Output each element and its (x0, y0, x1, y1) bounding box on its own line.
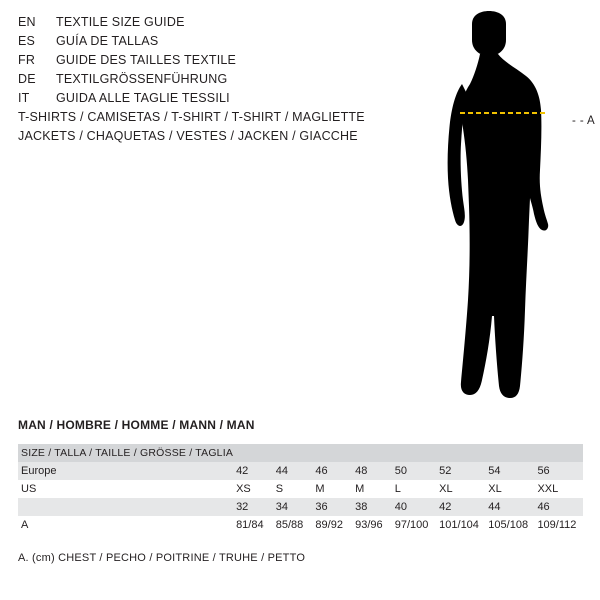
cell: 38 (352, 498, 392, 516)
garment-type-list (18, 110, 418, 148)
size-table-wrapper (18, 444, 583, 534)
cell (312, 444, 352, 462)
cell: XL (485, 480, 534, 498)
language-title: TEXTILE SIZE GUIDE (56, 15, 185, 29)
language-row (18, 15, 398, 34)
row-label: A (18, 516, 233, 534)
table-row (18, 480, 583, 498)
cell (352, 444, 392, 462)
cell (436, 444, 485, 462)
cell: 101/104 (436, 516, 485, 534)
cell: 44 (485, 498, 534, 516)
size-table (18, 444, 583, 534)
language-row (18, 34, 398, 53)
cell: 52 (436, 462, 485, 480)
language-list (18, 15, 398, 110)
cell: 42 (436, 498, 485, 516)
language-code: EN (18, 15, 36, 29)
cell: 34 (273, 498, 313, 516)
cell: 36 (312, 498, 352, 516)
row-label: SIZE / TALLA / TAILLE / GRÖSSE / TAGLIA (18, 444, 233, 462)
silhouette-svg (400, 10, 600, 410)
garment-type-jackets: JACKETS / CHAQUETAS / VESTES / JACKEN / GIACCHE (18, 129, 358, 143)
cell: 81/84 (233, 516, 273, 534)
cell: 40 (392, 498, 436, 516)
cell: 48 (352, 462, 392, 480)
language-code: ES (18, 34, 36, 48)
cell: 46 (534, 498, 583, 516)
cell: XS (233, 480, 273, 498)
cell (273, 444, 313, 462)
language-row (18, 53, 398, 72)
table-row (18, 516, 583, 534)
cell: 44 (273, 462, 313, 480)
cell: 42 (233, 462, 273, 480)
cell: 109/112 (534, 516, 583, 534)
language-row (18, 91, 398, 110)
language-row (18, 72, 398, 91)
cell: 50 (392, 462, 436, 480)
cell (534, 444, 583, 462)
body-silhouette-illustration (400, 10, 600, 410)
garment-type-tshirts: T-SHIRTS / CAMISETAS / T-SHIRT / T-SHIRT / MAGLIETTE (18, 110, 365, 124)
row-label: Europe (18, 462, 233, 480)
cell: 93/96 (352, 516, 392, 534)
cell: L (392, 480, 436, 498)
section-title-man: MAN / HOMBRE / HOMME / MANN / MAN (18, 418, 255, 432)
cell: M (352, 480, 392, 498)
cell: S (273, 480, 313, 498)
footnote-chest-measurement: A. (cm) CHEST / PECHO / POITRINE / TRUHE / PETTO (18, 552, 306, 564)
language-title: GUÍA DE TALLAS (56, 34, 159, 48)
row-label: US (18, 480, 233, 498)
cell: XL (436, 480, 485, 498)
cell: 105/108 (485, 516, 534, 534)
cell: 46 (312, 462, 352, 480)
language-code: DE (18, 72, 36, 86)
language-title: GUIDA ALLE TAGLIE TESSILI (56, 91, 230, 105)
cell: 32 (233, 498, 273, 516)
cell (233, 444, 273, 462)
cell (485, 444, 534, 462)
cell: 56 (534, 462, 583, 480)
silhouette-body (448, 11, 549, 398)
measure-marker-a: - - A (572, 115, 596, 127)
cell: 97/100 (392, 516, 436, 534)
language-title: TEXTILGRÖSSENFÜHRUNG (56, 72, 228, 86)
cell: M (312, 480, 352, 498)
language-code: IT (18, 91, 30, 105)
cell (392, 444, 436, 462)
cell: XXL (534, 480, 583, 498)
table-row (18, 498, 583, 516)
cell: 85/88 (273, 516, 313, 534)
table-row (18, 462, 583, 480)
language-title: GUIDE DES TAILLES TEXTILE (56, 53, 237, 67)
table-row (18, 444, 583, 462)
row-label (18, 498, 233, 516)
language-code: FR (18, 53, 36, 67)
cell: 89/92 (312, 516, 352, 534)
cell: 54 (485, 462, 534, 480)
